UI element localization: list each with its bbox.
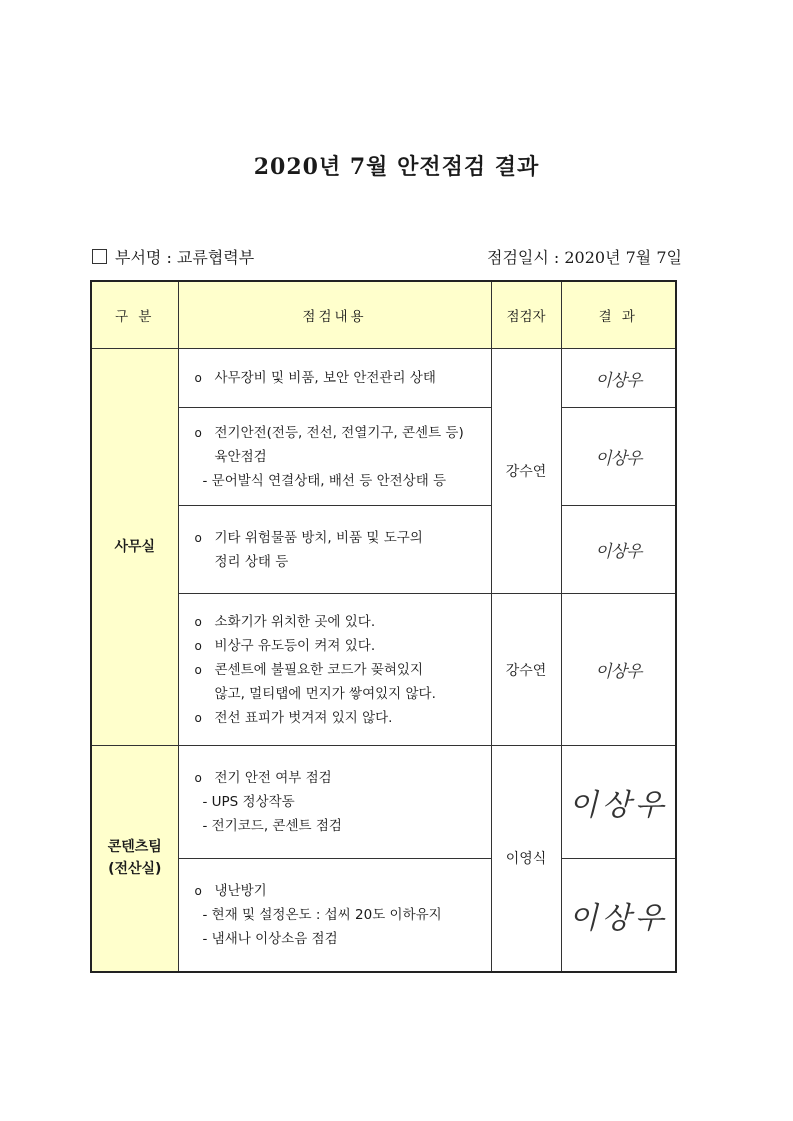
table-row	[91, 506, 676, 594]
signature: 이상우	[568, 788, 668, 823]
category-office: 사무실	[91, 349, 178, 746]
result-cell	[561, 506, 676, 594]
table-row	[91, 859, 676, 972]
bullet-circle-icon: o	[194, 638, 202, 653]
bullet-circle-icon: o	[194, 425, 202, 440]
result-cell	[561, 408, 676, 506]
content-cell: o 전기 안전 여부 점검 - UPS 정상작동 - 전기코드, 콘센트 점검	[178, 746, 491, 859]
checkbox-icon	[92, 249, 107, 264]
signature: 이상우	[595, 449, 642, 469]
table-row	[91, 594, 676, 746]
content-cell: o 전기안전(전등, 전선, 전열기구, 콘센트 등) 육안점검 - 문어발식 연결상태, 배선 등 안전상태 등	[178, 408, 491, 506]
result-cell	[561, 859, 676, 972]
signature: 이상우	[568, 900, 668, 936]
result-cell	[561, 746, 676, 859]
header-result: 결 과	[561, 281, 676, 349]
document-title: 2020년 7월 안전점검 결과	[253, 154, 540, 180]
signature: 이상우	[595, 542, 642, 562]
inspector-cell: 강수연	[491, 594, 561, 746]
table-header-row	[91, 281, 676, 349]
inspection-date: 점검일시 : 2020년 7월 7일	[486, 248, 682, 267]
result-cell	[561, 594, 676, 746]
bullet-circle-icon: o	[194, 530, 202, 545]
header-inspector: 점검자	[491, 281, 561, 349]
bullet-circle-icon: o	[194, 371, 202, 385]
signature: 이상우	[595, 370, 642, 391]
bullet-circle-icon: o	[194, 883, 202, 898]
content-cell: o 소화기가 위치한 곳에 있다. o 비상구 유도등이 켜져 있다. o 콘센트에 불필요한 코드가 꽂혀있지 않고, 멀티탭에 먼지가 쌓여있지 않다. o 전선 표피가 벗겨져 있지 않다.	[178, 594, 491, 746]
bullet-circle-icon: o	[194, 614, 202, 629]
header-category: 구 분	[91, 281, 178, 349]
category-server-room: 콘텐츠팀 (전산실)	[91, 746, 178, 972]
header-content: 점검내용	[178, 281, 491, 349]
department-label: 부서명 : 교류협력부	[115, 248, 255, 267]
content-cell: o 기타 위험물품 방치, 비품 및 도구의 정리 상태 등	[178, 506, 491, 594]
bullet-circle-icon: o	[194, 662, 202, 677]
bullet-circle-icon: o	[194, 771, 202, 785]
department-field	[92, 245, 254, 268]
table-row	[91, 349, 676, 408]
signature: 이상우	[595, 662, 642, 682]
inspector-cell: 강수연	[491, 349, 561, 594]
bullet-circle-icon: o	[194, 710, 202, 725]
table-row	[91, 746, 676, 859]
content-cell: o 냉난방기 - 현재 및 설정온도 : 섭씨 20도 이하유지 - 냄새나 이상소음 점검	[178, 859, 491, 972]
inspector-cell: 이영식	[491, 746, 561, 972]
meta-row	[92, 245, 682, 271]
content-cell: o 사무장비 및 비품, 보안 안전관리 상태	[178, 349, 491, 408]
result-cell	[561, 349, 676, 408]
table-row	[91, 408, 676, 506]
inspection-table	[90, 280, 677, 973]
